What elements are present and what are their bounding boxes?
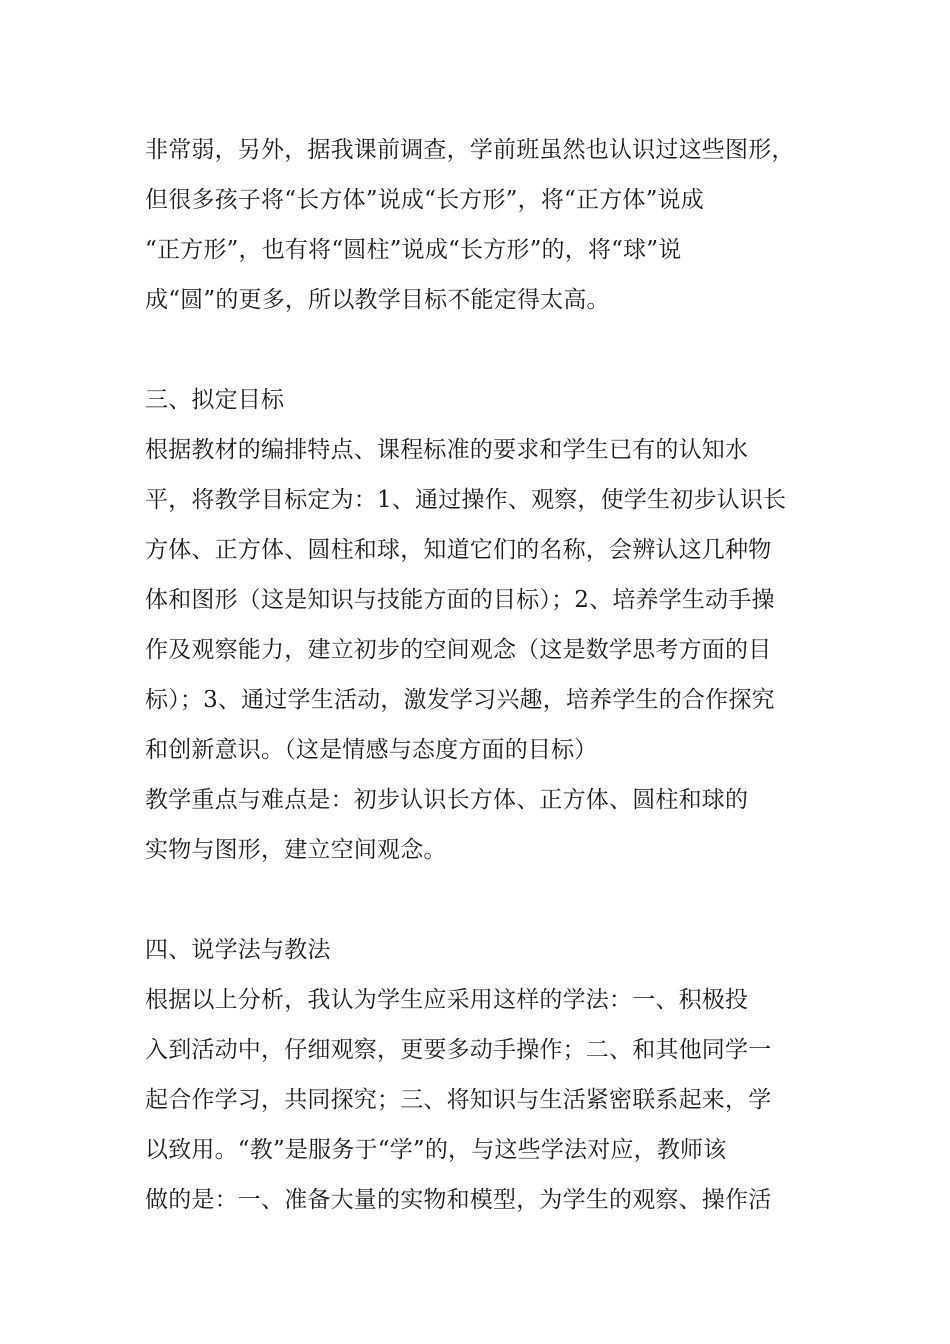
paragraph-line: 和创新意识。（这是情感与态度方面的目标） [145, 737, 598, 763]
paragraph-line: 作及观察能力，建立初步的空间观念（这是数学思考方面的目 [145, 637, 772, 663]
paragraph-line: 入到活动中，仔细观察，更要多动手操作；二、和其他同学一 [145, 1037, 772, 1063]
paragraph-line: 标）；3、通过学生活动，激发学习兴趣，培养学生的合作探究 [145, 687, 775, 713]
paragraph-line: 成“圆”的更多，所以教学目标不能定得太高。 [145, 287, 610, 313]
paragraph-line: 根据以上分析，我认为学生应采用这样的学法：一、积极投 [145, 987, 749, 1013]
paragraph-line: “正方形”，也有将“圆柱”说成“长方形”的，将“球”说 [145, 237, 682, 263]
section-heading: 三、拟定目标 [145, 387, 285, 413]
paragraph-line: 教学重点与难点是：初步认识长方体、正方体、圆柱和球的 [145, 787, 749, 813]
paragraph-line: 做的是：一、准备大量的实物和模型，为学生的观察、操作活 [145, 1187, 772, 1213]
paragraph-line: 起合作学习，共同探究；三、将知识与生活紧密联系起来，学 [145, 1087, 772, 1113]
paragraph-line: 方体、正方体、圆柱和球，知道它们的名称，会辨认这几种物 [145, 537, 772, 563]
paragraph-line: 根据教材的编排特点、课程标准的要求和学生已有的认知水 [145, 437, 749, 463]
paragraph-line: 非常弱，另外，据我课前调查，学前班虽然也认识过这些图形， [145, 137, 795, 163]
section-heading: 四、说学法与教法 [145, 937, 331, 963]
paragraph-line: 体和图形（这是知识与技能方面的目标）；2、培养学生动手操 [145, 587, 775, 613]
paragraph-line: 但很多孩子将“长方体”说成“长方形”，将“正方体”说成 [145, 187, 704, 213]
paragraph-line: 实物与图形，建立空间观念。 [145, 837, 447, 863]
paragraph-line: 平，将教学目标定为：1、通过操作、观察，使学生初步认识长 [145, 487, 787, 513]
paragraph-line: 以致用。“教”是服务于“学”的，与这些学法对应，教师该 [145, 1137, 727, 1163]
